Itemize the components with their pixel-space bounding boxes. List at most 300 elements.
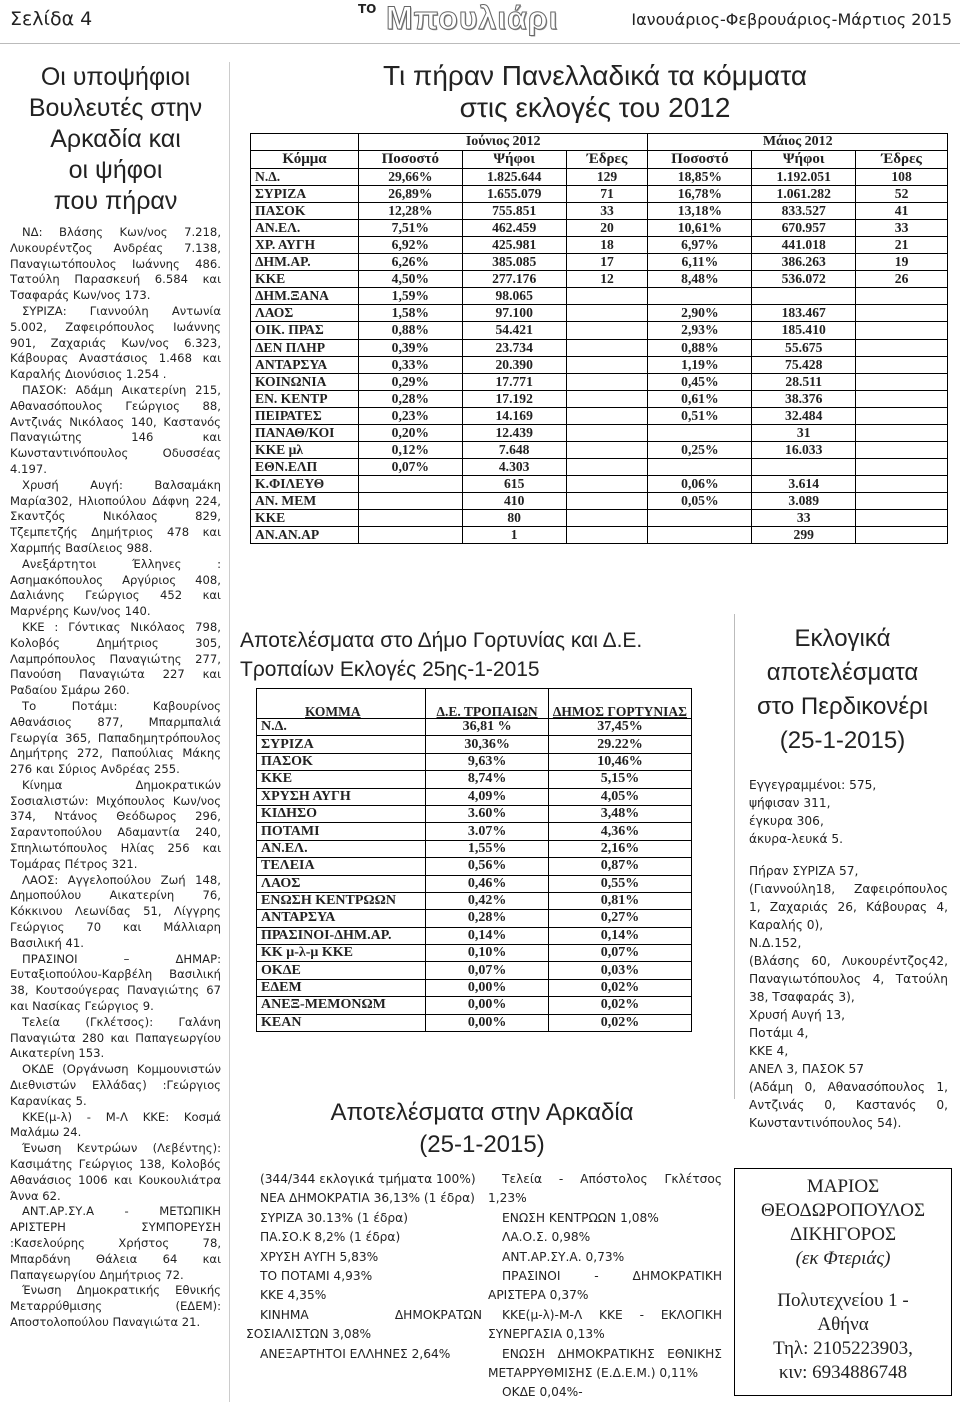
percent-cell: 0,56%	[426, 858, 549, 875]
result-line: ΠΑ.ΣΟ.Κ 8,2% (1 έδρα)	[260, 1230, 401, 1245]
party-name-cell: ΔΗΜ.ΑΡ.	[251, 254, 359, 271]
party-name-cell: ΑΝ. ΜΕΜ	[251, 492, 359, 509]
percent-cell: 29.22%	[548, 736, 691, 753]
ad-profession: ΔΙΚΗΓΟΡΟΣ	[789, 1224, 897, 1245]
table-cell: 75.428	[752, 356, 856, 373]
party-name-cell: ΧΡΥΣΗ ΑΥΓΗ	[257, 788, 426, 805]
table-cell: 0,45%	[648, 373, 752, 390]
percent-cell: 3.60%	[426, 805, 549, 822]
table-row	[257, 875, 692, 892]
percent-cell: 0,14%	[426, 927, 549, 944]
percent-cell: 4,09%	[426, 788, 549, 805]
table-cell: 26	[856, 271, 948, 288]
perdikoneri-turnout	[749, 776, 948, 848]
party-name-cell: ΠΟΤΑΜΙ	[257, 823, 426, 840]
table-cell: 12,28%	[358, 203, 462, 220]
table-row	[257, 997, 692, 1014]
percent-cell: 0,03%	[548, 962, 691, 979]
turnout-line: Εγγεγραμμένοι: 575,	[749, 778, 877, 792]
table-cell: 0,25%	[648, 441, 752, 458]
ad-phone: Τηλ: 2105223903,	[773, 1338, 913, 1359]
table-cell: 16.033	[752, 441, 856, 458]
table-cell: 17	[566, 254, 648, 271]
result-line: ΕΝΩΣΗ ΚΕΝΤΡΩΩΝ 1,08%	[502, 1210, 659, 1225]
table-cell: 108	[856, 169, 948, 186]
party-name-cell: ΑΝ.ΕΛ.	[257, 840, 426, 857]
table-row	[257, 736, 692, 753]
table-cell	[856, 492, 948, 509]
table-cell: 28.511	[752, 373, 856, 390]
table-row	[251, 220, 948, 237]
table-cell: 615	[462, 475, 566, 492]
percent-cell: 4,05%	[548, 788, 691, 805]
table-cell: 17.771	[462, 373, 566, 390]
party-name-cell: Ν.Δ.	[251, 169, 359, 186]
table-row	[257, 788, 692, 805]
percent-cell: 0,28%	[426, 910, 549, 927]
result-line: ΕΝΩΣΗ ΔΗΜΟΚΡΑΤΙΚΗΣ ΕΘΝΙΚΗΣ ΜΕΤΑΡΡΥΘΜΙΣΗΣ (Ε.Δ.Ε.Μ.) 0,11%	[488, 1346, 722, 1381]
result-line: ΚΚΕ(μ-λ)-Μ-Λ ΚΚΕ - ΕΚΛΟΓΙΚΗ ΣΥΝΕΡΓΑΣΙΑ 0,13%	[488, 1307, 722, 1342]
candidate-paragraph: ΚΚΕ : Γόντικας Νικόλαος 798, Κολοβός Δημήτριος 305, Λαμπρόπουλος Παναγιώτης 277, Πανούση Παναγιώτα 227 και Ραδαίου Σμάρω 260.	[10, 619, 221, 698]
table-row	[251, 322, 948, 339]
table-cell	[856, 322, 948, 339]
party-name-cell: Ν.Δ.	[257, 719, 426, 736]
candidate-paragraph: ΣΥΡΙΖΑ: Γιαννούλη Αντωνία 5.002, Ζαφειρόπουλος Ιωάννης 901, Ζαχαριάς Κων/νος 6.323, Κάβουρας Αναστάσιος 1.468 και Καραλής Διονύσιος 1.254 .	[10, 303, 221, 382]
candidate-paragraph: Ένωση Δημοκρατικής Εθνικής Μεταρρύθμισης (ΕΔΕΜ): Αποστολοπούλου Παναγιώτα 21.	[10, 1283, 221, 1329]
percent-cell: 10,46%	[548, 753, 691, 770]
result-line: ΚΚΕ 4,35%	[260, 1288, 327, 1303]
result-line: ΠΡΑΣΙΝΟΙ - ΔΗΜΟΚΡΑΤΙΚΗ ΑΡΙΣΤΕΡΑ 0,37%	[488, 1269, 722, 1303]
table-row	[251, 254, 948, 271]
table-row	[251, 527, 948, 544]
table-cell	[358, 475, 462, 492]
table-cell: 536.072	[752, 271, 856, 288]
percent-cell: 4,36%	[548, 823, 691, 840]
party-name-cell: ΟΚΔΕ	[257, 962, 426, 979]
table-cell	[358, 492, 462, 509]
table-cell	[566, 288, 648, 305]
party-name-cell: ΚΚΕ	[251, 509, 359, 526]
table-cell	[566, 492, 648, 509]
table-header-cell: Ψήφοι	[462, 151, 566, 169]
candidate-paragraph: Τελεία (Γκλέτσος): Γαλάνη Παναγιώτα 280 και Παπαγεωργίου Αικατερίνη 153.	[10, 1014, 221, 1061]
table-row	[257, 823, 692, 840]
table-cell: 441.018	[752, 237, 856, 254]
table-row	[251, 441, 948, 458]
result-line: ΤΟ ΠΟΤΑΜΙ 4,93%	[260, 1269, 373, 1284]
table-cell: 0,51%	[648, 407, 752, 424]
party-name-cell: ΚΚΕ	[257, 771, 426, 788]
table-row	[251, 356, 948, 373]
percent-cell: 0,00%	[426, 979, 549, 996]
ad-city: Αθήνα	[817, 1314, 869, 1335]
percent-cell: 0,02%	[548, 997, 691, 1014]
party-name-cell: ΕΝ. ΚΕΝΤΡ	[251, 390, 359, 407]
table-row	[251, 186, 948, 203]
percent-cell: 0,07%	[426, 962, 549, 979]
vote-line: Χρυσή Αυγή 13,	[749, 1008, 846, 1022]
gortynia-title: Αποτελέσματα στο Δήμο Γορτυνίας και Δ.Ε. Τροπαίων Εκλογές 25ης-1-2015	[240, 629, 643, 681]
vote-line: (Αδάμη 0, Αθανασόπουλος 1, Αντζινάς 0, Καστανός 0, Κωνσταντινόπουλος 54).	[749, 1080, 948, 1130]
table-cell: 0,29%	[358, 373, 462, 390]
table-cell: 14.169	[462, 407, 566, 424]
result-line: Τελεία - Απόστολος Γκλέτσος 1,23%	[488, 1172, 722, 1206]
result-line: ΣΥΡΙΖΑ 30.13% (1 έδρα)	[260, 1210, 408, 1225]
table-cell: 54.421	[462, 322, 566, 339]
table-cell: 0,33%	[358, 356, 462, 373]
issue-date: Ιανουάριος-Φεβρουάριος-Μάρτιος 2015	[631, 10, 952, 29]
table-cell	[566, 424, 648, 441]
table-cell: 18,85%	[648, 169, 752, 186]
table-cell	[566, 509, 648, 526]
party-name-cell: ΠΑΣΟΚ	[257, 753, 426, 770]
table-cell	[856, 509, 948, 526]
turnout-line: άκυρα-λευκά 5.	[749, 832, 844, 846]
table-cell: 98.065	[462, 288, 566, 305]
table-row	[257, 945, 692, 962]
table-cell: 97.100	[462, 305, 566, 322]
lawyer-advertisement	[734, 1168, 952, 1396]
table-cell	[752, 288, 856, 305]
table-cell: 32.484	[752, 407, 856, 424]
table-cell: 410	[462, 492, 566, 509]
table-cell	[856, 305, 948, 322]
page-header	[0, 0, 960, 44]
table-cell: 6,97%	[648, 237, 752, 254]
table-row	[251, 271, 948, 288]
table-row	[251, 288, 948, 305]
percent-cell: 0,81%	[548, 892, 691, 909]
arkadia-results-right	[488, 1170, 722, 1403]
col-tropaia: Δ.Ε. ΤΡΟΠΑΙΩΝ	[426, 689, 549, 719]
table-cell: 1.825.644	[462, 169, 566, 186]
table-row	[251, 475, 948, 492]
table-cell	[358, 509, 462, 526]
table-cell: 80	[462, 509, 566, 526]
table-cell: 6,11%	[648, 254, 752, 271]
party-name-cell: ΑΝΤΑΡΣΥΑ	[251, 356, 359, 373]
percent-cell: 0,07%	[548, 945, 691, 962]
perdikoneri-title: Εκλογικά αποτελέσματα στο Περδικονέρι (25-1-2015)	[756, 625, 929, 754]
table-row	[257, 1014, 692, 1031]
percent-cell: 0,42%	[426, 892, 549, 909]
party-name-cell: ΧΡ. ΑΥΓΗ	[251, 237, 359, 254]
party-name-cell: ΚΟΙΝΩΝΙΑ	[251, 373, 359, 390]
result-line: ΟΚΔΕ 0,04%-	[502, 1385, 583, 1400]
table-row	[257, 962, 692, 979]
party-name-cell: ΚΙΔΗΣΟ	[257, 805, 426, 822]
june-2012-header: Ιούνιος 2012	[358, 134, 648, 151]
candidates-column	[10, 62, 230, 1402]
table-cell	[648, 424, 752, 441]
table-cell: 0,05%	[648, 492, 752, 509]
table-cell: 8,48%	[648, 271, 752, 288]
percent-cell: 0,00%	[426, 1014, 549, 1031]
party-name-cell: ΠΕΙΡΑΤΕΣ	[251, 407, 359, 424]
turnout-line: έγκυρα 306,	[749, 814, 824, 828]
party-name-cell: ΕΘΝ.ΕΛΠ	[251, 458, 359, 475]
table-row	[257, 771, 692, 788]
table-cell: 1.655.079	[462, 186, 566, 203]
table-header-cell: Ποσοστό	[358, 151, 462, 169]
table-cell: 0,88%	[648, 339, 752, 356]
table-row	[251, 373, 948, 390]
percent-cell: 0,00%	[426, 997, 549, 1014]
party-name-cell: ΤΕΛΕΙΑ	[257, 858, 426, 875]
percent-cell: 30,36%	[426, 736, 549, 753]
table-cell: 277.176	[462, 271, 566, 288]
table-row	[251, 424, 948, 441]
percent-cell: 0,14%	[548, 927, 691, 944]
arkadia-results-left	[246, 1170, 482, 1364]
table-row	[251, 509, 948, 526]
table-cell	[566, 475, 648, 492]
candidate-paragraph: ΑΝΤ.ΑΡ.ΣΥ.Α - ΜΕΤΩΠΙΚΗ ΑΡΙΣΤΕΡΗ ΣΥΜΠΟΡΕΥΣΗ :Κασελούρης Χρήστος 78, Μπαρδάνη Θάλεια 64 και Παπαγεωργίου Δημήτριος 72.	[10, 1204, 221, 1282]
table-header-cell: Έδρες	[856, 151, 948, 169]
table-cell	[566, 441, 648, 458]
table-cell	[566, 322, 648, 339]
percent-cell: 3,48%	[548, 805, 691, 822]
party-name-cell: ΛΑΟΣ	[257, 875, 426, 892]
table-cell	[566, 339, 648, 356]
table-cell: 385.085	[462, 254, 566, 271]
table-cell: 3.089	[752, 492, 856, 509]
table-cell	[648, 288, 752, 305]
table-cell: 0,23%	[358, 407, 462, 424]
candidate-paragraph: ΚΚΕ(μ-λ) - Μ-Λ ΚΚΕ: Κοσμά Μαλάμω 24.	[10, 1109, 221, 1140]
table-cell: 33	[752, 509, 856, 526]
logo-prefix: ΤΟ	[358, 2, 377, 16]
table-row	[251, 492, 948, 509]
table-cell: 0,12%	[358, 441, 462, 458]
party-name-cell: ΑΝ.ΑΝ.ΑΡ	[251, 527, 359, 544]
table-header-cell: Έδρες	[566, 151, 648, 169]
table-cell: 1.061.282	[752, 186, 856, 203]
party-name-cell: ΑΝ.ΕΛ.	[251, 220, 359, 237]
vote-line: (Βλάσης 60, Λυκουρέντζος42, Παναγιωτόπουλος 4, Τατούλη 38, Τσαφαράς 3),	[749, 954, 948, 1004]
table-row	[257, 910, 692, 927]
party-name-cell: ΠΑΝΑΘ/ΚΟΙ	[251, 424, 359, 441]
ad-origin: (εκ Φτεριάς)	[795, 1248, 891, 1269]
candidate-paragraph: Το Ποτάμι: Καβουρίνος Αθανάσιος 877, Μπαρμπαλιά Γεωργία 365, Παπαδημητρόπουλος Δημήτρης 272, Παπούλιας Μάκης 276 και Σύριος Ανδρέας 255.	[10, 698, 221, 777]
table-cell: 6,92%	[358, 237, 462, 254]
table-row	[257, 840, 692, 857]
party-name-cell: ΚΚΕ μλ	[251, 441, 359, 458]
table-header-cell: Ψήφοι	[752, 151, 856, 169]
table-cell: 7,51%	[358, 220, 462, 237]
party-name-cell: ΕΝΩΣΗ ΚΕΝΤΡΩΩΝ	[257, 892, 426, 909]
table-cell	[856, 441, 948, 458]
table-cell: 38.376	[752, 390, 856, 407]
table-cell: 183.467	[752, 305, 856, 322]
table-cell: 0,20%	[358, 424, 462, 441]
table-cell: 425.981	[462, 237, 566, 254]
percent-cell: 3.07%	[426, 823, 549, 840]
table-cell	[566, 527, 648, 544]
perdikoneri-box	[734, 614, 952, 1130]
party-name-cell: Κ.ΦΙΛΕΥΘ	[251, 475, 359, 492]
table-cell: 2,90%	[648, 305, 752, 322]
party-name-cell: ΑΝΕΞ-ΜΕΜΟΝΩΜ	[257, 997, 426, 1014]
table-row	[251, 169, 948, 186]
table-cell: 71	[566, 186, 648, 203]
table-cell: 10,61%	[648, 220, 752, 237]
table-row	[257, 858, 692, 875]
newspaper-logo	[352, 0, 592, 40]
table-cell	[566, 373, 648, 390]
percent-cell: 2,16%	[548, 840, 691, 857]
party-name-cell: ΚΚ μ-λ-μ ΚΚΕ	[257, 945, 426, 962]
result-line: ΝΕΑ ΔΗΜΟΚΡΑΤΙΑ 36,13% (1 έδρα)	[260, 1191, 475, 1206]
table-cell: 33	[856, 220, 948, 237]
table-cell: 29,66%	[358, 169, 462, 186]
candidates-title: Οι υποψήφιοι Βουλευτές στην Αρκαδία και οι ψήφοι που πήραν	[28, 63, 203, 215]
vote-line: ΑΝΕΛ 3, ΠΑΣΟΚ 57	[749, 1062, 865, 1076]
candidate-paragraph: ΠΡΑΣΙΝΟΙ – ΔΗΜΑΡ: Ευταξιοπούλου-Καρβέλη Βασιλική 38, Κουτσούγερας Παναγιώτης 67 και Νασίκας Γεώργιος 9.	[10, 951, 221, 1014]
table-cell	[648, 509, 752, 526]
percent-cell: 36,81 %	[426, 719, 549, 736]
table-cell: 0,06%	[648, 475, 752, 492]
table-cell	[648, 527, 752, 544]
table-cell: 1	[462, 527, 566, 544]
table-cell: 12	[566, 271, 648, 288]
ad-mobile: κιν: 6934886748	[778, 1362, 908, 1383]
party-name-cell: ΚΕΑΝ	[257, 1014, 426, 1031]
col-party: ΚΟΜΜΑ	[257, 689, 426, 719]
table-cell: 4,50%	[358, 271, 462, 288]
table-cell	[856, 373, 948, 390]
table-cell: 52	[856, 186, 948, 203]
table-cell	[648, 458, 752, 475]
table-cell: 3.614	[752, 475, 856, 492]
candidate-paragraph: ΝΔ: Βλάσης Κων/νος 7.218, Λυκουρέντζος Ανδρέας 7.138, Παναγιωτόπουλος Ιωάννης 486. Τατούλη Παρασκευή 6.584 και Τσαφαράς Κων/νος 173.	[10, 225, 221, 303]
result-line: ΑΝΕΞΑΡΤΗΤΟΙ ΕΛΛΗΝΕΣ 2,64%	[260, 1346, 451, 1361]
gortynia-table	[256, 688, 692, 1032]
vote-line: Ν.Δ.152,	[749, 936, 802, 950]
table-row	[257, 805, 692, 822]
party-name-cell: ΚΚΕ	[251, 271, 359, 288]
col-gortynia: ΔΗΜΟΣ ΓΟΡΤΥΝΙΑΣ	[548, 689, 691, 719]
table-cell: 462.459	[462, 220, 566, 237]
vote-line: (Γιαννούλη18, Ζαφειρόπουλος 1, Ζαχαριάς 26, Κάβουρας 4, Καραλής 0),	[749, 882, 948, 932]
percent-cell: 8,74%	[426, 771, 549, 788]
party-name-cell: ΟΙΚ. ΠΡΑΣ	[251, 322, 359, 339]
table-cell: 0,07%	[358, 458, 462, 475]
ad-name-first: ΜΑΡΙΟΣ	[806, 1176, 880, 1197]
table-cell: 20	[566, 220, 648, 237]
percent-cell: 0,55%	[548, 875, 691, 892]
percent-cell: 5,15%	[548, 771, 691, 788]
perdikoneri-votes	[749, 862, 948, 1132]
table-cell: 129	[566, 169, 648, 186]
table-cell	[856, 458, 948, 475]
percent-cell: 9,63%	[426, 753, 549, 770]
may-2012-header: Μάιος 2012	[648, 134, 948, 151]
table-row	[251, 407, 948, 424]
national-2012-table	[250, 133, 948, 544]
table-cell: 55.675	[752, 339, 856, 356]
table-cell	[566, 305, 648, 322]
table-cell: 23.734	[462, 339, 566, 356]
table-cell: 18	[566, 237, 648, 254]
candidate-paragraph: ΠΑΣΟΚ: Αδάμη Αικατερίνη 215, Αθανασόπουλος Γεώργιος 88, Αντζινάς Νικόλαος 140, Καστανός Παναγιώτης 146 και Κωνσταντινόπουλος Οδυσσέας 4.197.	[10, 382, 221, 476]
table-cell: 0,88%	[358, 322, 462, 339]
table-cell: 20.390	[462, 356, 566, 373]
candidate-paragraph: Ένωση Κεντρώων (Λεβέντης): Κασιμάτης Γεώργιος 138, Κολοβός Αθανάσιος 1006 και Κουκουλιάτρα Άννα 62.	[10, 1141, 221, 1203]
table-row	[257, 979, 692, 996]
table-cell: 833.527	[752, 203, 856, 220]
table-row	[257, 892, 692, 909]
table-row	[257, 927, 692, 944]
table-header-row	[251, 151, 948, 169]
table-row	[251, 458, 948, 475]
ad-name-last: ΘΕΟΔΩΡΟΠΟΥΛΟΣ	[760, 1200, 926, 1221]
party-name-cell: ΕΔΕΜ	[257, 979, 426, 996]
percent-cell: 0,10%	[426, 945, 549, 962]
table-cell	[856, 424, 948, 441]
percent-cell: 0,02%	[548, 1014, 691, 1031]
table-cell: 755.851	[462, 203, 566, 220]
party-name-cell: ΠΡΑΣΙΝΟΙ-ΔΗΜ.ΑΡ.	[257, 927, 426, 944]
candidate-paragraph: Ανεξάρτητοι Έλληνες : Ασημακόπουλος Αργύριος 408, Δαλιάνης Γεώργιος 452 και Μαρνέρης Κων/νος 140.	[10, 556, 221, 619]
party-name-cell: ΣΥΡΙΖΑ	[251, 186, 359, 203]
page-number: Σελίδα 4	[10, 8, 93, 30]
table-cell: 12.439	[462, 424, 566, 441]
table-cell	[856, 527, 948, 544]
table-row	[251, 339, 948, 356]
table-cell: 1,58%	[358, 305, 462, 322]
table-row	[257, 753, 692, 770]
candidate-paragraph: ΟΚΔΕ (Οργάνωση Κομμουνιστών Διεθνιστών Ελλάδας) :Γεώργιος Καρανίκας 5.	[10, 1062, 221, 1108]
party-name-cell: ΑΝΤΑΡΣΥΑ	[257, 910, 426, 927]
table-cell	[856, 390, 948, 407]
table-corner	[251, 134, 359, 151]
table-cell	[752, 458, 856, 475]
table-row	[251, 305, 948, 322]
result-line: ΛΑ.Ο.Σ. 0,98%	[502, 1230, 591, 1245]
national-results-title: Τι πήραν Πανελλαδικά τα κόμματα στις εκλογές του 2012	[382, 60, 808, 123]
table-cell: 13,18%	[648, 203, 752, 220]
table-cell: 17.192	[462, 390, 566, 407]
ad-address: Πολυτεχνείου 1 -	[777, 1290, 909, 1311]
table-cell: 1,59%	[358, 288, 462, 305]
table-cell	[566, 356, 648, 373]
table-cell	[566, 458, 648, 475]
party-name-cell: ΣΥΡΙΖΑ	[257, 736, 426, 753]
party-name-cell: ΠΑΣΟΚ	[251, 203, 359, 220]
party-name-cell: ΔΕΝ ΠΛΗΡ	[251, 339, 359, 356]
candidate-paragraph: ΛΑΟΣ: Αγγελοπούλου Ζωή 148, Δημοπούλου Αικατερίνη 76, Κόκκινου Λεωνίδας 51, Λίγγρης Γεώργιος 70 και Μάλλιαρη Βασιλική 41.	[10, 872, 221, 950]
table-row	[251, 390, 948, 407]
candidate-paragraph: Κίνημα Δημοκρατικών Σοσιαλιστών: Μιχόπουλος Κων/νος 374, Ντάνος Θεόδωρος 296, Σαραντοπούλου Αδαμαντία 240, Σπηλιωτόπουλος Ηλίας 256 και Τομάρας Πέτρος 321.	[10, 777, 221, 871]
table-header-cell: Ποσοστό	[648, 151, 752, 169]
candidate-paragraph: Χρυσή Αυγή: Βαλσαμάκη Μαρία302, Ηλιοπούλου Δάφνη 224, Σκαντζός Νικόλαος 829, Τζεμπετζής Δημήτριος 478 και Χαρμπής Βασίλειος 988.	[10, 477, 221, 555]
table-cell: 670.957	[752, 220, 856, 237]
table-cell: 33	[566, 203, 648, 220]
table-cell	[856, 339, 948, 356]
table-cell: 0,28%	[358, 390, 462, 407]
party-name-cell: ΛΑΟΣ	[251, 305, 359, 322]
result-line: ΧΡΥΣΗ ΑΥΓΗ 5,83%	[260, 1249, 379, 1264]
table-cell: 16,78%	[648, 186, 752, 203]
table-cell: 1.192.051	[752, 169, 856, 186]
arkadia-title: Αποτελέσματα στην Αρκαδία (25-1-2015)	[330, 1099, 634, 1158]
percent-cell: 0,02%	[548, 979, 691, 996]
percent-cell: 37,45%	[548, 719, 691, 736]
table-cell: 386.263	[752, 254, 856, 271]
table-cell: 6,26%	[358, 254, 462, 271]
percent-cell: 0,27%	[548, 910, 691, 927]
